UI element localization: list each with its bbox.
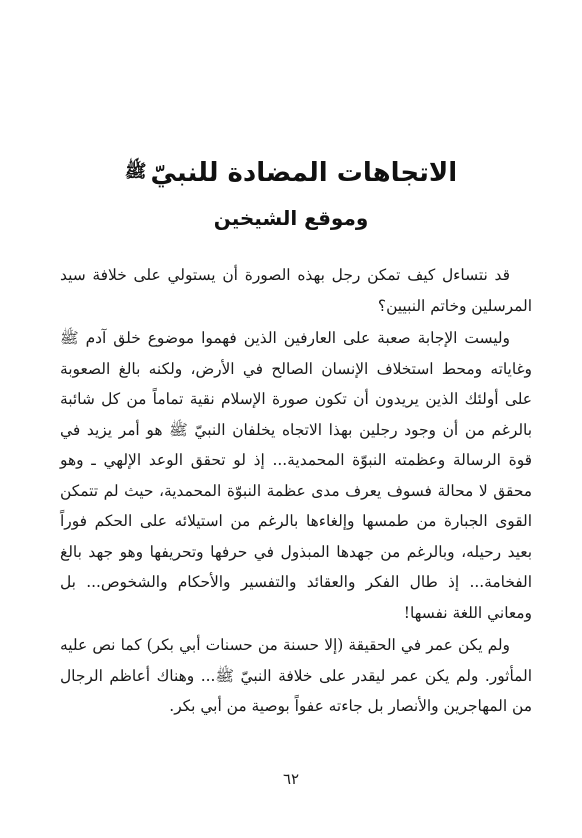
paragraph: ولم يكن عمر في الحقيقة (إلا حسنة من حسنات أبي بكر) كما نص عليه المأثور. ولم يكن عمر ليقدر على خلافة النبيّ ﷺ... وهناك أعاظم الرجال من المهاجرين والأنصار بل جاءته عفواً بوصية من أبي بكر. [60, 636, 532, 715]
paragraph: قد نتساءل كيف تمكن رجل بهذه الصورة أن يستولي على خلافة سيد المرسلين وخاتم النبيين؟ [60, 266, 532, 315]
chapter-title [40, 152, 542, 193]
chapter-title-text: الاتجاهات المضادة للنبيّ [150, 158, 458, 188]
chapter-subtitle: وموقع الشيخين [213, 206, 369, 230]
honorific-symbol: ﷺ [124, 161, 147, 182]
page-number: ٦٢ [282, 770, 300, 788]
paragraph: وليست الإجابة صعبة على العارفين الذين فهموا موضوع خلق آدم ﷺ وغاياته ومحط استخلاف الإنسان الصالح في الأرض، ولكنه بالغ الصعوبة على أولئك الذين يريدون أن تكون صورة الإسلام نقية تماماً من كل شائبة بالرغم من أن وجود رجلين بهذا الاتجاه يخلفان النبيّ ﷺ هو أمر يزيد في قوة الرسالة وعظمته النبوّة المحمدية... إذ لو تحقق الوعد الإلهي ـ وهو محقق لا محالة فسوف يعرف مدى عظمة النبوّة المحمدية، حيث لم تتمكن القوى الجبارة من طمسها وإلغاءها بالرغم من استيلائه على الحكم فوراً بعيد رحيله، وبالرغم من جهدها المبذول في حرفها وتحريفها وهو جهد بالغ الفخامة... إذ طال الفكر والعقائد والتفسير والأحكام والشخوص... بل ومعاني اللغة نفسها! [60, 329, 532, 622]
body-text [60, 260, 532, 724]
